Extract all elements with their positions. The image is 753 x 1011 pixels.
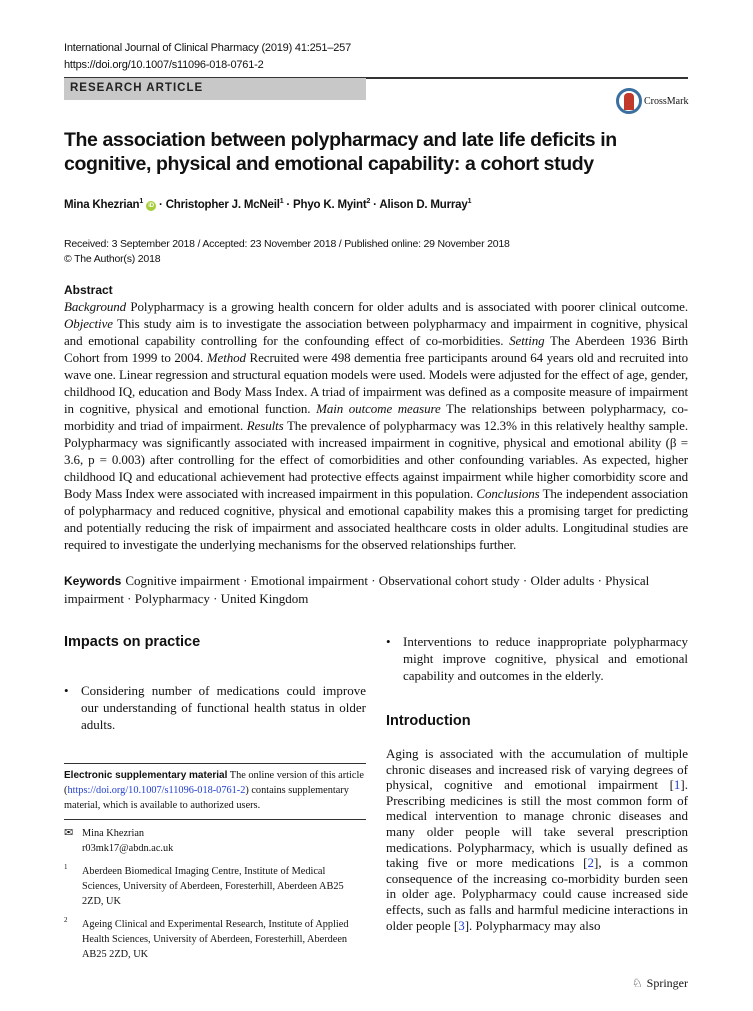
author-affiliation-marker: 1 xyxy=(467,198,472,205)
author-separator: · xyxy=(283,198,294,211)
supplementary-material-note xyxy=(64,768,366,813)
publication-dates xyxy=(64,237,510,267)
author-affiliation-marker: 1 xyxy=(139,198,144,205)
abstract-label: Method xyxy=(206,350,246,365)
citation-link[interactable]: 2 xyxy=(587,855,595,871)
author-affiliation-marker: 1 xyxy=(279,198,284,205)
correspondence xyxy=(64,826,366,856)
crossmark-badge[interactable] xyxy=(616,88,688,114)
author[interactable]: Christopher J. McNeil xyxy=(165,198,280,211)
introduction-heading: Introduction xyxy=(386,713,471,729)
crossmark-label: CrossMark xyxy=(644,95,689,107)
esm-link[interactable]: https://doi.org/10.1007/s11096-018-0761-2 xyxy=(67,785,246,796)
crossmark-icon xyxy=(616,88,642,114)
abstract-text: The independent association of polypharmacy and reduced cognitive, physical and emotional capability makes this a promising target for predicting and potentially reducing the risk of impairment and associated healthcare costs in older adults. Longitudinal studies are required to investigate the underlying mechanisms for the observed relationships further. xyxy=(64,486,689,552)
intro-text: ]. Polypharmacy may also xyxy=(464,917,601,933)
intro-text: Aging is associated with the accumulation of multiple chronic diseases and increased risk of varying degrees of physical, cognitive and emotional impairment [ xyxy=(386,746,688,793)
journal-citation: International Journal of Clinical Pharmacy (2019) 41:251–257 xyxy=(64,42,352,54)
two-column-body xyxy=(64,633,688,962)
abstract-text: Recruited were 498 dementia free participants around 64 years old and recruited into wave one. Linear regression and structural equation models were used. Models were adjusted for the effect of age, gender, childhood IQ, education and Body Mass Index. A triad of impairment was defined as a composite measure of impairment in cognitive, physical and emotional function. xyxy=(64,350,688,416)
abstract-body xyxy=(64,298,688,553)
copyright: © The Author(s) 2018 xyxy=(64,253,161,265)
main-flow xyxy=(64,283,688,1011)
abstract-label: Main outcome measure xyxy=(316,401,441,416)
affiliation xyxy=(64,917,366,962)
orcid-icon[interactable]: iD xyxy=(146,201,156,211)
introduction-body xyxy=(386,746,688,933)
corresponding-author: Mina Khezrian xyxy=(82,828,145,839)
impact-bullet: • Considering number of medications could improve our understanding of functional health status in older adults. xyxy=(64,682,366,733)
author[interactable]: Alison D. Murray xyxy=(379,198,468,211)
esm-text: The online version of this article ( xyxy=(64,770,364,796)
affiliation-number: 2 xyxy=(64,916,68,924)
article-type-banner: RESEARCH ARTICLE xyxy=(64,78,366,100)
author[interactable]: Mina Khezrian xyxy=(64,198,140,211)
affiliation-text: Aberdeen Biomedical Imaging Centre, Institute of Medical Sciences, University of Aberdeen, Foresterhill, Aberdeen AB25 2ZD, UK xyxy=(82,866,344,907)
author-list xyxy=(64,198,471,211)
envelope-icon: ✉ xyxy=(64,827,74,839)
abstract-label: Objective xyxy=(64,316,113,331)
abstract-label: Results xyxy=(246,418,284,433)
intro-text: ], is a common consequence of the increasing co-morbidity burden seen in older age. Polypharmacy could cause increased side effects, such as falls and harmful medicine interactions in older people [ xyxy=(386,855,689,933)
abstract-text: Polypharmacy is a growing health concern for older adults and is associated with poorer clinical outcome. xyxy=(126,299,688,314)
keywords-list: Cognitive impairment · Emotional impairment · Observational cohort study · Older adults · Physical impairment · Polypharmacy · United Kingdom xyxy=(64,573,650,606)
author-affiliation-marker: 2 xyxy=(366,198,371,205)
abstract-label: Background xyxy=(64,299,127,314)
abstract-text: The relationships between polypharmacy, co-morbidity and triad of impairment. xyxy=(64,401,688,433)
author[interactable]: Phyo K. Myint xyxy=(293,198,367,211)
abstract-label: Setting xyxy=(509,333,545,348)
keywords xyxy=(64,572,688,607)
author-separator: · xyxy=(370,198,380,211)
affiliation-text: Ageing Clinical and Experimental Research, Institute of Applied Health Sciences, University of Aberdeen, Foresterhill, Aberdeen AB25 2ZD, UK xyxy=(82,919,349,960)
left-column xyxy=(64,633,366,962)
citation-link[interactable]: 3 xyxy=(458,917,465,933)
affiliation xyxy=(64,864,366,909)
springer-horse-icon: ♘ xyxy=(631,976,643,990)
publisher-name: Springer xyxy=(646,976,688,990)
esm-text: ) contains supplementary material, which is available to authorized users. xyxy=(64,785,349,811)
impacts-heading: Impacts on practice xyxy=(64,634,201,650)
author-separator: · xyxy=(156,198,166,211)
abstract-text: The prevalence of polypharmacy was 12.3% in this relatively healthy sample. Polypharmacy was significantly associated with increased impairment in cognitive, physical and emotional ability (β = 3.6, p = 0.003) after controlling for the effect of comorbidities and other confounding variables. As expected, higher childhood IQ and educational achievement had protective effects against impairment while higher comorbidity score and Body Mass Index were associated with increased impairment in this population. xyxy=(64,418,688,501)
abstract-text: The Aberdeen 1936 Birth Cohort from 1999 to 2004. xyxy=(64,333,688,365)
abstract-heading: Abstract xyxy=(64,283,113,297)
journal-header xyxy=(64,40,351,74)
publisher-logo xyxy=(64,976,688,1011)
affiliation-number: 1 xyxy=(64,863,68,871)
divider xyxy=(64,763,366,764)
right-column xyxy=(386,633,688,962)
esm-label: Electronic supplementary material xyxy=(64,770,228,781)
abstract-label: Conclusions xyxy=(476,486,540,501)
keywords-label: Keywords xyxy=(64,574,122,588)
intro-text: ]. Prescribing medicines is still the most common form of medical intervention to manage chronic diseases and many older people will take several prescription medications. Polypharmacy, which is usually defined as taking five or more medications [ xyxy=(386,777,688,871)
divider xyxy=(64,819,366,820)
history-dates: Received: 3 September 2018 / Accepted: 23 November 2018 / Published online: 29 November 2018 xyxy=(64,238,510,250)
paper-title: The association between polypharmacy and late life deficits in cognitive, physical and emotional capability: a cohort study xyxy=(64,129,617,175)
impact-bullet: • Interventions to reduce inappropriate polypharmacy might improve cognitive, physical and emotional capability and outcomes in the elderly. xyxy=(386,633,688,684)
abstract-text: This study aim is to investigate the association between polypharmacy and impairment in cognitive, physical and emotional capability controlling for the confounding effect of co-morbidities. xyxy=(64,316,688,348)
citation-link[interactable]: 1 xyxy=(673,777,681,793)
journal-doi[interactable]: https://doi.org/10.1007/s11096-018-0761-2 xyxy=(64,59,264,71)
corresponding-email[interactable]: r03mk17@abdn.ac.uk xyxy=(82,843,174,854)
